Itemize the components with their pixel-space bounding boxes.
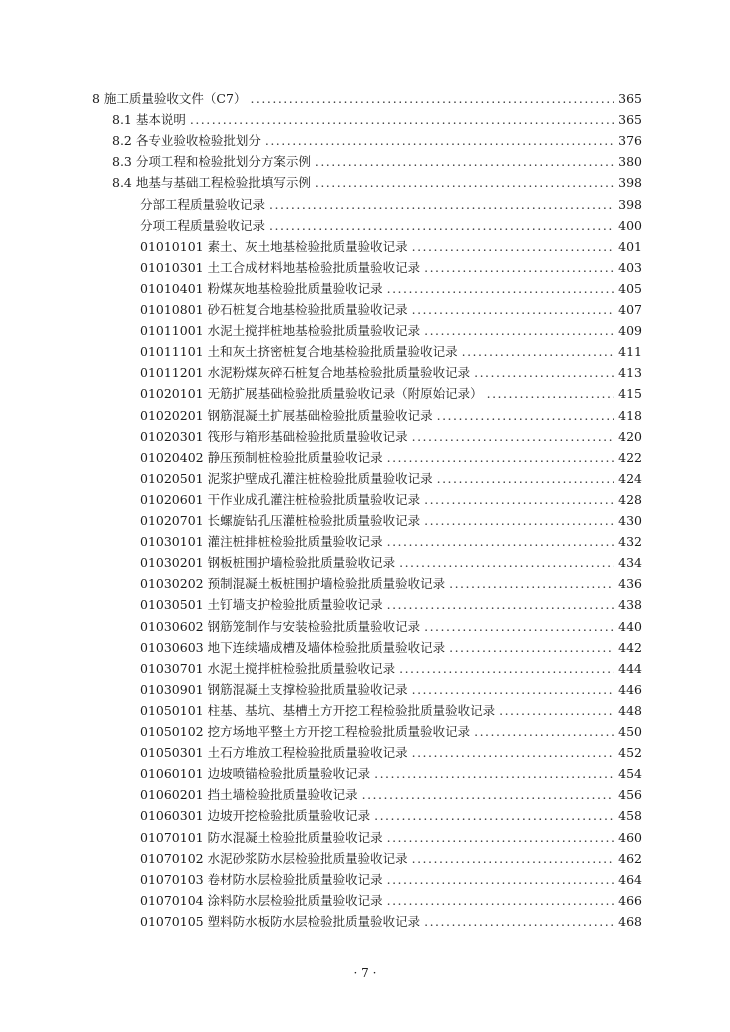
dot-leader (399, 552, 614, 573)
toc-entry-page: 407 (618, 302, 642, 317)
toc-entry-page: 436 (618, 576, 642, 592)
toc-entry-title: 01020201 钢筋混凝土扩展基础检验批质量验收记录 (140, 407, 433, 423)
toc-entry[interactable] (140, 489, 642, 510)
toc-entry-title: 8.4 地基与基础工程检验批填写示例 (112, 175, 311, 191)
toc-entry-page: 432 (618, 534, 642, 550)
toc-entry-page: 380 (618, 154, 642, 170)
toc-entry-page: 452 (618, 745, 642, 761)
toc-entry[interactable] (140, 405, 642, 426)
toc-entry-page: 448 (618, 702, 642, 718)
toc-entry[interactable] (140, 869, 642, 890)
dot-leader (387, 447, 614, 468)
dot-leader (424, 320, 614, 341)
dot-leader (387, 890, 614, 911)
dot-leader (462, 341, 614, 362)
dot-leader (250, 88, 614, 109)
toc-entry-title: 01030201 钢板桩围护墙检验批质量验收记录 (140, 555, 396, 571)
dot-leader (437, 468, 614, 489)
toc-entry-page: 444 (618, 660, 642, 676)
toc-entry-title: 01020402 静压预制桩检验批质量验收记录 (140, 449, 383, 465)
dot-leader (399, 658, 614, 679)
toc-entry-page: 460 (618, 829, 642, 845)
toc-entry-title: 01060101 边坡喷锚检验批质量验收记录 (140, 766, 371, 782)
toc-entry[interactable] (112, 130, 642, 151)
toc-entry-title: 01011101 土和灰土挤密桩复合地基检验批质量验收记录 (140, 344, 458, 360)
toc-entry[interactable] (140, 510, 642, 531)
dot-leader (387, 869, 614, 890)
dot-leader (265, 130, 614, 151)
toc-entry-page: 440 (618, 618, 642, 634)
dot-leader (412, 426, 614, 447)
toc-entry-title: 01050101 柱基、基坑、基槽土方开挖工程检验批质量验收记录 (140, 702, 496, 718)
dot-leader (387, 594, 614, 615)
dot-leader (269, 194, 614, 215)
toc-entry[interactable] (140, 616, 642, 637)
dot-leader (487, 383, 614, 404)
toc-entry[interactable] (140, 700, 642, 721)
toc-entry[interactable] (140, 594, 642, 615)
toc-entry[interactable] (140, 278, 642, 299)
dot-leader (424, 911, 614, 932)
toc-entry-title: 分部工程质量验收记录 (140, 196, 266, 212)
dot-leader (412, 236, 614, 257)
toc-entry-title: 01020701 长螺旋钻孔压灌桩检验批质量验收记录 (140, 513, 421, 528)
dot-leader (412, 742, 614, 763)
toc-entry-page: 466 (618, 892, 642, 908)
toc-entry[interactable] (140, 299, 642, 320)
toc-entry[interactable] (140, 742, 642, 763)
toc-entry-title: 01060301 边坡开挖检验批质量验收记录 (140, 808, 371, 824)
toc-entry-page: 409 (618, 323, 642, 339)
dot-leader (412, 679, 614, 700)
toc-entry[interactable] (140, 848, 642, 869)
toc-entry-page: 446 (618, 681, 642, 697)
toc-entry-page: 398 (618, 196, 642, 212)
toc-entry-title: 01030603 地下连续墙成槽及墙体检验批质量验收记录 (140, 639, 446, 655)
toc-entry-page: 401 (618, 238, 642, 254)
dot-leader (315, 151, 614, 172)
dot-leader (424, 616, 614, 637)
dot-leader (412, 299, 614, 320)
toc-entry-page: 415 (618, 386, 642, 402)
toc-entry-title: 01070104 涂料防水层检验批质量验收记录 (140, 892, 383, 908)
toc-entry[interactable] (140, 890, 642, 911)
toc-entry-title: 01070105 塑料防水板防水层检验批质量验收记录 (140, 913, 421, 929)
dot-leader (449, 637, 614, 658)
dot-leader (269, 215, 614, 236)
toc-entry[interactable] (140, 763, 642, 784)
toc-entry-page: 418 (618, 407, 642, 423)
dot-leader (362, 784, 614, 805)
page-number: · 7 · (353, 966, 377, 980)
toc-entry-title: 分项工程质量验收记录 (140, 217, 266, 233)
toc-entry-page: 413 (618, 365, 642, 381)
toc-entry[interactable] (140, 658, 642, 679)
toc-entry-title: 01070103 卷材防水层检验批质量验收记录 (140, 871, 383, 887)
toc-entry[interactable] (140, 721, 642, 742)
toc-entry-title: 8.1 基本说明 (112, 112, 186, 128)
dot-leader (424, 510, 614, 531)
toc-entry-page: 462 (618, 850, 642, 866)
toc-entry-title: 01020101 无筋扩展基础检验批质量验收记录（附原始记录） (140, 386, 483, 402)
toc-entry[interactable] (112, 151, 642, 172)
toc-entry[interactable] (140, 383, 642, 404)
dot-leader (374, 805, 614, 826)
toc-entry-title: 01030202 预制混凝土板桩围护墙检验批质量验收记录 (140, 576, 446, 592)
toc-entry-title: 8.3 分项工程和检验批划分方案示例 (112, 154, 311, 170)
toc-entry-page: 458 (618, 808, 642, 824)
toc-entry-page: 434 (618, 555, 642, 571)
toc-entry-title: 01030701 水泥土搅拌桩检验批质量验收记录 (140, 660, 396, 676)
toc-entry-title: 01050301 土石方堆放工程检验批质量验收记录 (140, 745, 408, 761)
dot-leader (474, 721, 614, 742)
toc-entry[interactable] (140, 257, 642, 278)
dot-leader (374, 763, 614, 784)
dot-leader (424, 489, 614, 510)
toc-entry-title: 8.2 各专业验收检验批划分 (112, 133, 261, 149)
toc-entry-title: 01070102 水泥砂浆防水层检验批质量验收记录 (140, 850, 408, 866)
toc-entry[interactable] (140, 637, 642, 658)
toc-entry-page: 424 (618, 470, 642, 486)
toc-entry-page: 403 (618, 259, 642, 275)
toc-entry[interactable] (140, 320, 642, 341)
toc-entry-page: 376 (618, 133, 642, 149)
toc-entry-title: 01011201 水泥粉煤灰碎石桩复合地基检验批质量验收记录 (140, 365, 471, 381)
toc-entry-title: 01010401 粉煤灰地基检验批质量验收记录 (140, 280, 383, 296)
toc-entry[interactable] (140, 341, 642, 362)
toc-entry-page: 464 (618, 871, 642, 887)
dot-leader (412, 848, 614, 869)
toc-entry[interactable] (140, 362, 642, 383)
toc-entry-title: 01030501 土钉墙支护检验批质量验收记录 (140, 597, 383, 613)
toc-entry[interactable] (140, 468, 642, 489)
toc-entry[interactable] (140, 911, 642, 932)
toc-entry[interactable] (140, 827, 642, 848)
dot-leader (387, 278, 614, 299)
dot-leader (499, 700, 614, 721)
toc-entry-title: 01020301 筏形与箱形基础检验批质量验收记录 (140, 428, 408, 444)
dot-leader (449, 573, 614, 594)
toc-entry-title: 01050102 挖方场地平整土方开挖工程检验批质量验收记录 (140, 724, 471, 739)
toc-entry-page: 456 (618, 787, 642, 803)
toc-entry-page: 400 (618, 217, 642, 233)
dot-leader (387, 531, 614, 552)
toc-entry-title: 01070101 防水混凝土检验批质量验收记录 (140, 829, 383, 845)
toc-entry-title: 01011001 水泥土搅拌桩地基检验批质量验收记录 (140, 323, 421, 339)
toc-entry[interactable] (92, 88, 642, 109)
toc-entry-title: 01010801 砂石桩复合地基检验批质量验收记录 (140, 302, 408, 317)
toc-entry[interactable] (140, 236, 642, 257)
toc-entry[interactable] (112, 109, 642, 130)
toc-entry[interactable] (112, 172, 642, 193)
toc-entry-title: 8 施工质量验收文件（C7） (92, 91, 247, 106)
toc-entry-page: 398 (618, 175, 642, 191)
toc-entry[interactable] (140, 531, 642, 552)
toc-entry[interactable] (140, 215, 642, 236)
toc-entry-page: 422 (618, 449, 642, 465)
toc-entry-page: 430 (618, 513, 642, 528)
toc-entry-title: 01010301 土工合成材料地基检验批质量验收记录 (140, 259, 421, 275)
toc-entry[interactable] (140, 805, 642, 826)
toc-entry[interactable] (140, 679, 642, 700)
toc-entry-page: 365 (618, 91, 642, 106)
dot-leader (190, 109, 614, 130)
toc-entry-title: 01010101 素土、灰土地基检验批质量验收记录 (140, 238, 408, 254)
toc-entry-page: 468 (618, 913, 642, 929)
toc-entry-page: 454 (618, 766, 642, 782)
toc-entry-title: 01020601 干作业成孔灌注桩检验批质量验收记录 (140, 491, 421, 507)
toc-entry[interactable] (140, 784, 642, 805)
toc-entry-page: 365 (618, 112, 642, 128)
dot-leader (424, 257, 614, 278)
toc-entry[interactable] (140, 194, 642, 215)
dot-leader (437, 405, 614, 426)
toc-entry[interactable] (140, 573, 642, 594)
toc-entry-title: 01030602 钢筋笼制作与安装检验批质量验收记录 (140, 618, 421, 634)
dot-leader (474, 362, 614, 383)
toc-entry-title: 01030901 钢筋混凝土支撑检验批质量验收记录 (140, 681, 408, 697)
toc-entry[interactable] (140, 552, 642, 573)
toc-entry-title: 01020501 泥浆护壁成孔灌注桩检验批质量验收记录 (140, 470, 433, 486)
toc-entry[interactable] (140, 447, 642, 468)
dot-leader (315, 172, 614, 193)
toc-entry[interactable] (140, 426, 642, 447)
toc-entry-page: 411 (618, 344, 642, 360)
toc-entry-page: 442 (618, 639, 642, 655)
dot-leader (387, 827, 614, 848)
toc-entry-title: 01030101 灌注桩排桩检验批质量验收记录 (140, 534, 383, 550)
toc-entry-title: 01060201 挡土墙检验批质量验收记录 (140, 787, 358, 803)
toc-entry-page: 405 (618, 280, 642, 296)
toc-entry-page: 428 (618, 491, 642, 507)
toc-entry-page: 450 (618, 724, 642, 739)
toc-entry-page: 438 (618, 597, 642, 613)
toc-entry-page: 420 (618, 428, 642, 444)
